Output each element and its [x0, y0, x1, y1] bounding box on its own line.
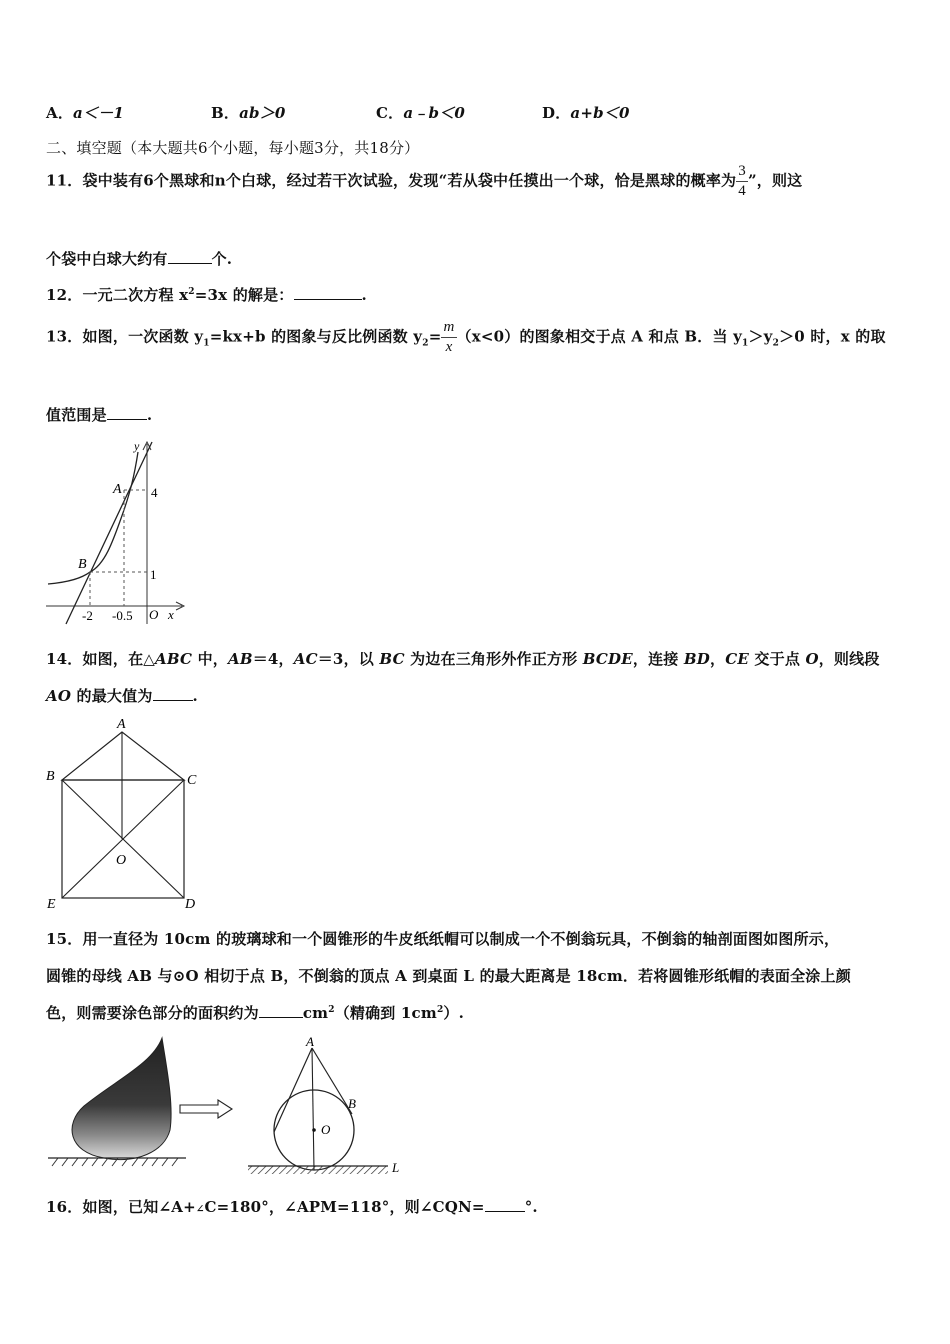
question-12: 12．一元二次方程 $x^2=3x$ 的解是： . — [46, 286, 367, 304]
tumbler-toy-figure — [44, 1034, 404, 1178]
label-y: y — [134, 439, 140, 453]
question-13-line-1: 13．如图，一次函数 $y_1=kx+b$ 的图象与反比例函数 $y_2=$ $\frac{m}{x}$ （x<0）的图象相交于点 A 和点 B．当 $y_1>y_2>0$ 时，x 的取 — [46, 319, 886, 355]
linear-function-line — [66, 442, 152, 624]
question-15-line-2: 圆锥的母线 AB 与⊙O 相切于点 B，不倒翁的顶点 A 到桌面 L 的最大距离是 18cm．若将圆锥形纸帽的表面全涂上颜 — [46, 967, 851, 985]
label-4: 4 — [151, 485, 158, 500]
label-B: B — [78, 557, 87, 572]
question-16: 16．如图，已知∠A+∠C=180°，∠APM=118°，则∠CQN= °. — [46, 1198, 538, 1216]
label-D: D — [185, 897, 196, 910]
label-B: B — [348, 1096, 356, 1111]
option-b: B．ab＞0 — [211, 104, 286, 122]
option-c: C．a﹣b＜0 — [376, 104, 465, 122]
label-B: B — [46, 769, 55, 784]
question-14-line-2: AO 的最大值为 . — [46, 687, 198, 705]
fraction-3-4: $\frac{3}{4}$ — [738, 163, 746, 199]
label-minus-0-5: -0.5 — [112, 608, 133, 623]
label-L: L — [392, 1160, 400, 1175]
question-13-line-2: 值范围是 . — [46, 406, 153, 424]
question-11-line-1: 11．袋中装有6个黑球和n个白球，经过若干次试验，发现“若从袋中任摸出一个球，恰是黑球的概率为 $\frac{3}{4}$ ”，则这 — [46, 163, 803, 199]
label-1: 1 — [150, 567, 157, 582]
label-x: x — [168, 607, 174, 622]
label-O: O — [116, 853, 127, 868]
cone-left-edge — [274, 1048, 312, 1132]
square-triangle-figure — [42, 714, 202, 910]
label-A: A — [113, 482, 122, 497]
option-d: D．a+b＜0 — [542, 104, 630, 122]
label-A: A — [306, 1034, 314, 1049]
table-hatch-right — [248, 1166, 388, 1174]
axis-line — [312, 1048, 314, 1170]
tumbler-toy-photo — [72, 1038, 171, 1160]
option-a: A．a＜－1 — [46, 104, 125, 122]
label-O: O — [321, 1122, 331, 1137]
axis-arrows — [143, 442, 184, 610]
center-point — [312, 1128, 316, 1132]
arrow-icon — [180, 1100, 232, 1118]
fraction-m-x: $\frac{m}{x}$ — [443, 319, 455, 355]
function-graph-figure — [44, 438, 189, 628]
triangle-ABC — [62, 732, 184, 780]
label-A: A — [117, 717, 126, 732]
label-O: O — [149, 607, 159, 622]
label-E: E — [47, 897, 56, 910]
question-11-line-2: 个袋中白球大约有 个. — [46, 250, 233, 268]
question-15-line-1: 15．用一直径为 10cm 的玻璃球和一个圆锥形的牛皮纸纸帽可以制成一个不倒翁玩具，不倒翁的轴剖面图如图所示， — [46, 930, 840, 948]
question-14-line-1: 14．如图，在△ABC 中，AB＝4，AC＝3，以 BC 为边在三角形外作正方形 BCDE，连接 BD，CE 交于点 O，则线段 — [46, 650, 880, 668]
label-minus-2: -2 — [82, 608, 93, 623]
section-heading: 二、填空题（本大题共6个小题，每小题3分，共18分） — [46, 139, 420, 157]
dashed-guides — [90, 490, 147, 606]
question-15-line-3: 色，则需要涂色部分的面积约为 $cm^2$（精确到 $1cm^2$）. — [46, 1004, 465, 1022]
label-C: C — [187, 773, 197, 788]
cone-right-edge — [312, 1048, 352, 1114]
